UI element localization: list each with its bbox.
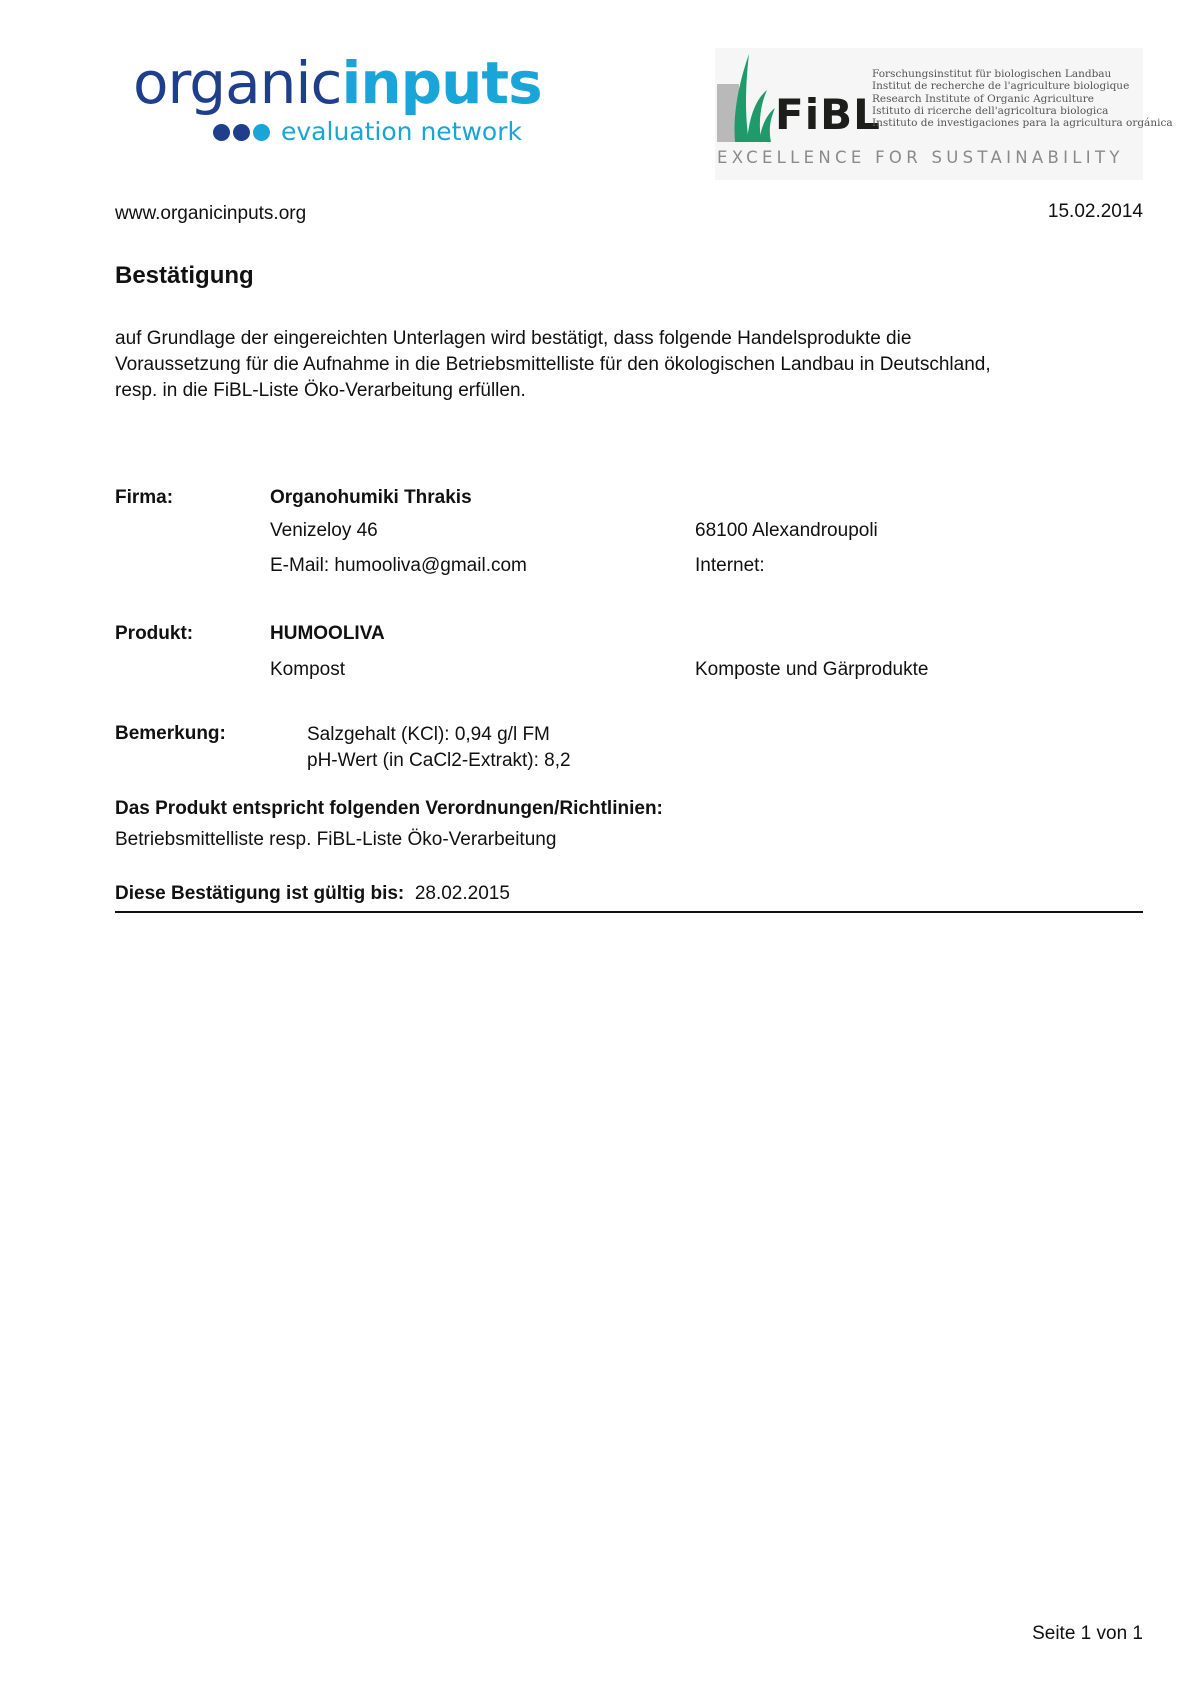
company-street: Venizeloy 46 xyxy=(270,520,378,541)
organicinputs-logo xyxy=(133,48,542,148)
fibl-logo xyxy=(715,48,1173,180)
intro-paragraph: auf Grundlage der eingereichten Unterlagen wird bestätigt, dass folgende Handelsprodukte die Voraussetzung für die Aufnahme in die Betriebsmittelliste für den ökologischen Landbau in Deutschland, resp. in die FiBL-Liste Öko-Verarbeitung erfüllen. xyxy=(115,328,991,401)
remark-label: Bemerkung: xyxy=(115,723,226,744)
validity-line xyxy=(115,882,510,906)
fibl-institute-names: Forschungsinstitut für biologischen Landbau Institut de recherche de l'agriculture biologique Research Institute of Organic Agriculture Istituto di ricerche dell'agricoltura biologica Instituto de investigaciones para la agricultura orgánica xyxy=(872,68,1173,130)
organicinputs-subtitle: evaluation network xyxy=(281,117,522,146)
fibl-leaf-icon xyxy=(715,48,777,144)
page-title: Bestätigung xyxy=(115,262,254,289)
regulations-value: Betriebsmittelliste resp. FiBL-Liste Öko-Verarbeitung xyxy=(115,829,557,850)
validity-label: Diese Bestätigung ist gültig bis: xyxy=(115,883,405,904)
logo-dot xyxy=(253,124,270,141)
company-label: Firma: xyxy=(115,487,174,508)
product-type: Kompost xyxy=(270,659,345,680)
remark-line: Salzgehalt (KCl): 0,94 g/l FM xyxy=(307,724,550,745)
logo-dot xyxy=(213,124,230,141)
company-city: 68100 Alexandroupoli xyxy=(695,520,878,541)
fibl-wordmark: FiBL xyxy=(775,90,881,139)
validity-date: 28.02.2015 xyxy=(414,883,510,904)
remark-line: pH-Wert (in CaCl2-Extrakt): 8,2 xyxy=(307,750,571,771)
product-category: Komposte und Gärprodukte xyxy=(695,659,929,680)
website-url: www.organicinputs.org xyxy=(115,203,307,224)
page-number: Seite 1 von 1 xyxy=(1032,1623,1143,1644)
divider xyxy=(115,911,1143,913)
logo-dot xyxy=(233,124,250,141)
organicinputs-wordmark: organicinputs xyxy=(133,49,542,117)
organicinputs-dots-icon xyxy=(213,124,273,142)
product-label: Produkt: xyxy=(115,623,194,644)
company-email: E-Mail: humooliva@gmail.com xyxy=(270,555,527,576)
fibl-tagline: EXCELLENCE FOR SUSTAINABILITY xyxy=(717,148,1124,167)
regulations-label: Das Produkt entspricht folgenden Verordnungen/Richtlinien: xyxy=(115,798,663,819)
company-internet: Internet: xyxy=(695,555,765,576)
product-name: HUMOOLIVA xyxy=(270,623,385,644)
document-date: 15.02.2014 xyxy=(1047,201,1143,222)
company-name: Organohumiki Thrakis xyxy=(270,487,472,508)
